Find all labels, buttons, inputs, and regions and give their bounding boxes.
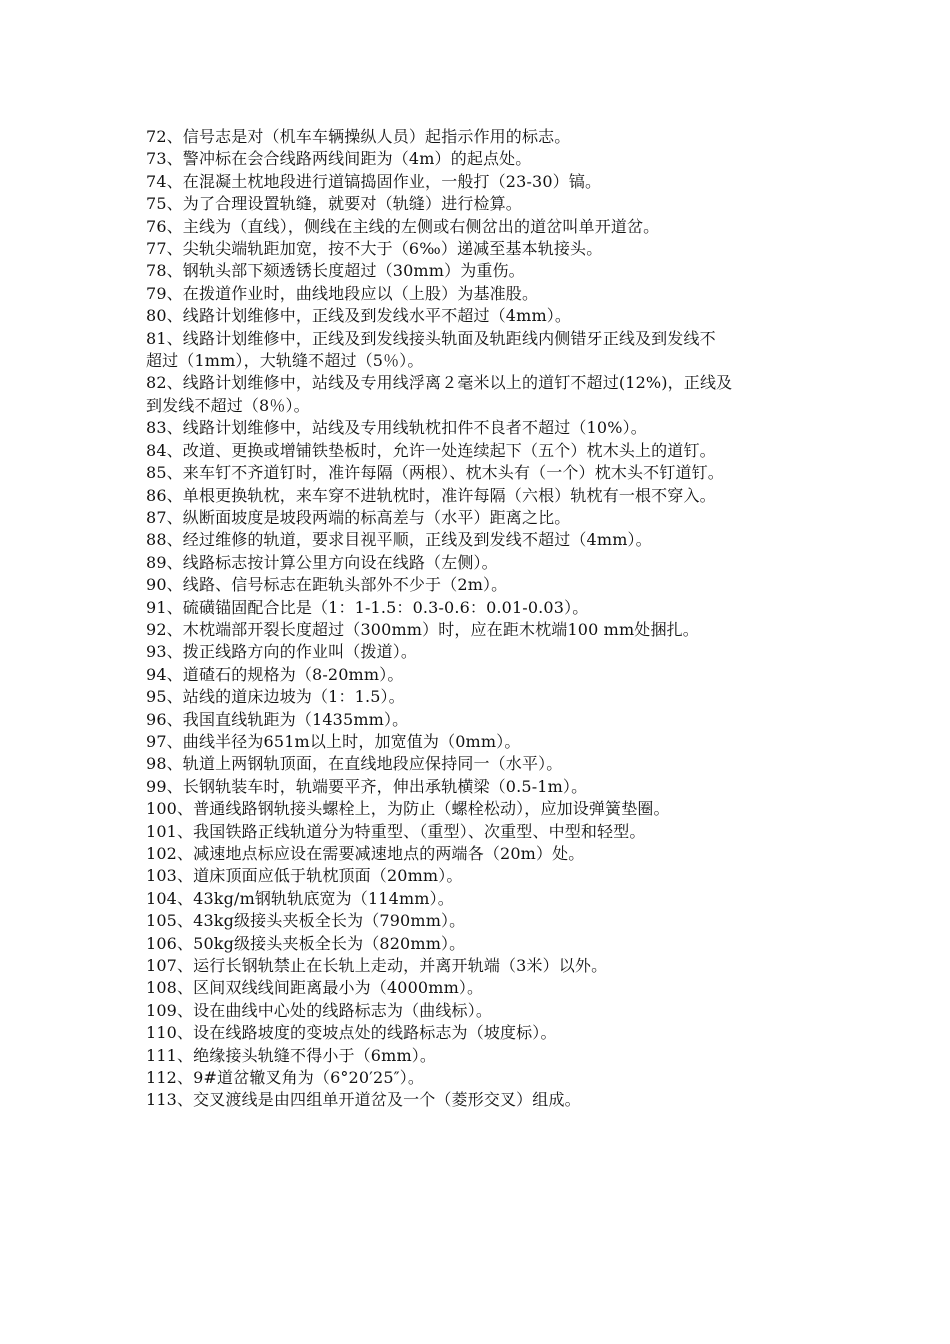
text-line: 96、我国直线轨距为（1435mm）。 xyxy=(146,709,409,729)
text-line: 105、43kg级接头夹板全长为（790mm）。 xyxy=(146,911,466,931)
text-line: 107、运行长钢轨禁止在长轨上走动，并离开轨端（3米）以外。 xyxy=(146,956,608,976)
text-line: 110、设在线路坡度的变坡点处的线路标志为（坡度标）。 xyxy=(146,1023,557,1043)
text-line: 91、硫磺锚固配合比是（1：1-1.5：0.3-0.6：0.01-0.03）。 xyxy=(146,597,589,617)
text-line: 111、绝缘接头轨缝不得小于（6mm）。 xyxy=(146,1045,437,1065)
text-line: 83、线路计划维修中，站线及专用线轨枕扣件不良者不超过（10%）。 xyxy=(146,418,647,438)
text-line: 73、警冲标在会合线路两线间距为（4m）的起点处。 xyxy=(146,149,532,169)
text-line: 76、主线为（直线），侧线在主线的左侧或右侧岔出的道岔叫单开道岔。 xyxy=(146,216,660,236)
text-line: 104、43kg/m钢轨轨底宽为（114mm）。 xyxy=(146,888,454,908)
text-line: 81、线路计划维修中，正线及到发线接头轨面及轨距线内侧错牙正线及到发线不 xyxy=(146,328,716,348)
text-line: 101、我国铁路正线轨道分为特重型、（重型）、次重型、中型和轻型。 xyxy=(146,821,646,841)
text-line: 113、交叉渡线是由四组单开道岔及一个（菱形交叉）组成。 xyxy=(146,1090,581,1110)
text-line: 92、木枕端部开裂长度超过（300mm）时，应在距木枕端100 mm处捆扎。 xyxy=(146,619,699,639)
text-line: 99、长钢轨装车时，轨端要平齐，伸出承轨横梁（0.5-1m）。 xyxy=(146,776,588,796)
text-line: 98、轨道上两钢轨顶面，在直线地段应保持同一（水平）。 xyxy=(146,754,563,774)
text-line: 82、线路计划维修中，站线及专用线浮离２毫米以上的道钉不超过(12%)，正线及 xyxy=(146,373,733,393)
text-line: 84、改道、更换或增铺铁垫板时，允许一处连续起下（五个）枕木头上的道钉。 xyxy=(146,440,716,460)
text-line: 74、在混凝土枕地段进行道镐捣固作业，一般打（23-30）镐。 xyxy=(146,171,602,191)
text-line: 94、道碴石的规格为（8-20mm）。 xyxy=(146,664,404,684)
text-line: 112、9#道岔辙叉角为（6°20′25″）。 xyxy=(146,1068,425,1088)
text-line: 100、普通线路钢轨接头螺栓上，为防止（螺栓松动），应加设弹簧垫圈。 xyxy=(146,799,670,819)
text-line: 79、在拨道作业时，曲线地段应以（上股）为基准股。 xyxy=(146,283,539,303)
text-line: 87、纵断面坡度是坡段两端的标高差与（水平）距离之比。 xyxy=(146,507,571,527)
text-line: 106、50kg级接头夹板全长为（820mm）。 xyxy=(146,933,466,953)
text-line: 超过（1mm），大轨缝不超过（5％）。 xyxy=(146,351,424,371)
text-line: 108、区间双线线间距离最小为（4000mm）。 xyxy=(146,978,484,998)
text-line: 102、减速地点标应设在需要减速地点的两端各（20m）处。 xyxy=(146,844,585,863)
document-body xyxy=(146,126,816,1112)
text-line: 85、来车钉不齐道钉时，准许每隔（两根）、枕木头有（一个）枕木头不钉道钉。 xyxy=(146,463,724,483)
text-line: 93、拨正线路方向的作业叫（拨道）。 xyxy=(146,642,418,662)
text-line: 109、设在曲线中心处的线路标志为（曲线标）。 xyxy=(146,1000,492,1020)
text-line: 72、信号志是对（机车车辆操纵人员）起指示作用的标志。 xyxy=(146,127,571,146)
text-line: 77、尖轨尖端轨距加宽，按不大于（6‰）递减至基本轨接头。 xyxy=(146,239,603,259)
text-line: 86、单根更换轨枕，来车穿不进轨枕时，准许每隔（六根）轨枕有一根不穿入。 xyxy=(146,485,716,505)
text-line: 75、为了合理设置轨缝，就要对（轨缝）进行检算。 xyxy=(146,194,522,214)
text-line: 89、线路标志按计算公里方向设在线路（左侧）。 xyxy=(146,552,498,572)
text-line: 103、道床顶面应低于轨枕顶面（20mm）。 xyxy=(146,866,463,886)
text-line: 90、线路、信号标志在距轨头部外不少于（2m）。 xyxy=(146,575,508,595)
text-line: 97、曲线半径为651m以上时，加宽值为（0mm）。 xyxy=(146,731,521,751)
text-line: 78、钢轨头部下颏透锈长度超过（30mm）为重伤。 xyxy=(146,261,525,281)
text-line: 80、线路计划维修中，正线及到发线水平不超过（4mm）。 xyxy=(146,306,572,326)
text-line: 95、站线的道床边坡为（1：1.5）。 xyxy=(146,687,405,707)
text-line: 到发线不超过（8％）。 xyxy=(146,395,310,415)
text-line: 88、经过维修的轨道，要求目视平顺，正线及到发线不超过（4mm）。 xyxy=(146,530,652,550)
